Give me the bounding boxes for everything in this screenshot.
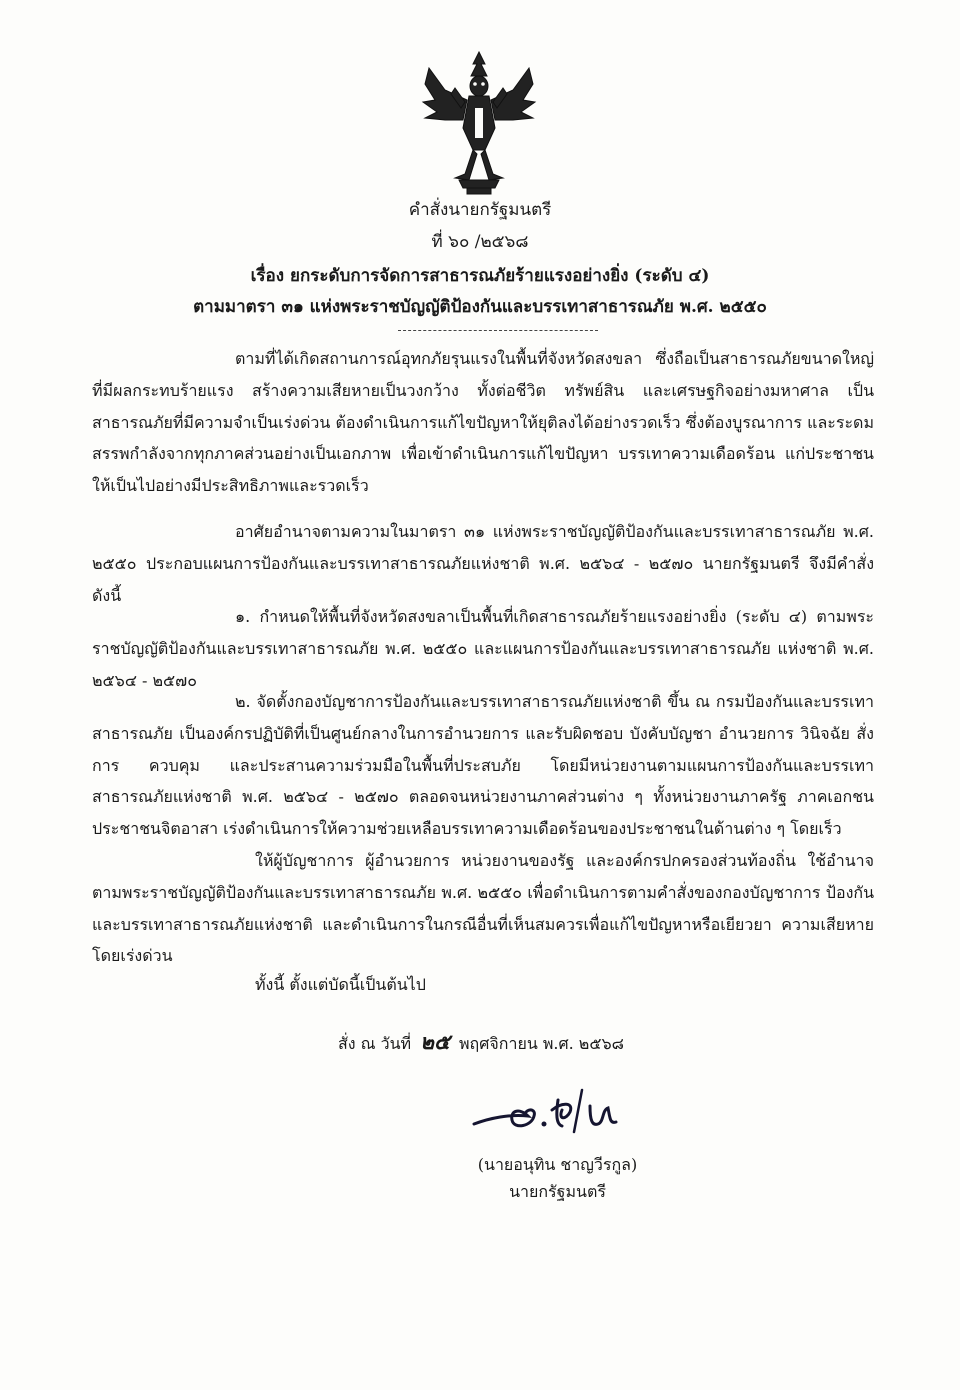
signed-month-year: พฤศจิกายน พ.ศ. ๒๕๖๘: [459, 1034, 624, 1053]
law-reference: ตามมาตรา ๓๑ แห่งพระราชบัญญัติป้องกันและบรรเทาสาธารณภัย พ.ศ. ๒๕๕๐: [193, 297, 767, 317]
order-subject: เรื่อง ยกระดับการจัดการสาธารณภัยร้ายแรงอย่างยิ่ง (ระดับ ๔): [250, 266, 710, 286]
signer-name: (นายอนุทิน ชาญวีรกูล): [477, 1155, 638, 1174]
garuda-emblem-icon: [415, 50, 543, 200]
order-number: ที่ ๖๐ /๒๕๖๘: [431, 232, 529, 252]
paragraph-background: ตามที่ได้เกิดสถานการณ์อุทกภัยรุนแรงในพื้นที่จังหวัดสงขลา ซึ่งถือเป็นสาธารณภัยขนาดใหญ่ ที่มีผลกระทบร้ายแรง สร้างความเสียหายเป็นวงกว้าง ทั้งต่อชีวิต ทรัพย์สิน และเศรษฐกิจอย่างมหาศาล เป็นสาธารณภัยที่มีความจำเป็นเร่งด่วน ต้องดำเนินการแก้ไขปัญหาให้ยุติลงได้อย่างรวดเร็ว ซึ่งต้องบูรณาการ และระดมสรรพกำลังจากทุกภาคส่วนอย่างเป็นเอกภาพ เพื่อเข้าดำเนินการแก้ไขปัญหา บรรเทาความเดือดร้อน แก่ประชาชนให้เป็นไปอย่างมีประสิทธิภาพและรวดเร็ว: [92, 349, 874, 496]
paragraph-effective: ทั้งนี้ ตั้งแต่บัดนี้เป็นต้นไป: [255, 975, 426, 994]
order-title: คำสั่งนายกรัฐมนตรี: [408, 200, 552, 220]
paragraph-clause-2: ๒. จัดตั้งกองบัญชาการป้องกันและบรรเทาสาธารณภัยแห่งชาติ ขึ้น ณ กรมป้องกันและบรรเทา สาธารณภัย เป็นองค์กรปฏิบัติที่เป็นศูนย์กลางในการอำนวยการ และรับผิดชอบ บังคับบัญชา อำนวยการ วินิจฉัย สั่งการ ควบคุม และประสานความร่วมมือในพื้นที่ประสบภัย โดยมีหน่วยงานตามแผนการป้องกันและบรรเทา สาธารณภัยแห่งชาติ พ.ศ. ๒๕๖๔ - ๒๕๗๐ ตลอดจนหน่วยงานภาคส่วนต่าง ๆ ทั้งหน่วยงานภาครัฐ ภาคเอกชน ประชาชนจิตอาสา เร่งดำเนินการให้ความช่วยเหลือบรรเทาความเดือดร้อนของประชาชนในด้านต่าง ๆ โดยเร็ว ให้ผู้บัญชาการ ผู้อำนวยการ หน่วยงานของรัฐ และองค์กรปกครองส่วนท้องถิ่น ใช้อำนาจ ตามพระราชบัญญัติป้องกันและบรรเทาสาธารณภัย พ.ศ. ๒๕๕๐ เพื่อดำเนินการตามคำสั่งของกองบัญชาการ ป้องกันและบรรเทาสาธารณภัยแห่งชาติ และดำเนินการในกรณีอื่นที่เห็นสมควรเพื่อแก้ไขปัญหาหรือเยียวยา ความเสียหายโดยเร่งด่วน: [92, 692, 874, 966]
divider: [398, 330, 598, 331]
handwritten-signature: [470, 1080, 650, 1140]
signed-date-line: [338, 1026, 624, 1059]
signed-day: ๒๕: [420, 1029, 450, 1054]
signer-title: นายกรัฐมนตรี: [509, 1182, 606, 1201]
signed-prefix: สั่ง ณ วันที่: [338, 1034, 412, 1053]
paragraph-authority: อาศัยอำนาจตามความในมาตรา ๓๑ แห่งพระราชบัญญัติป้องกันและบรรเทาสาธารณภัย พ.ศ. ๒๕๕๐ ประกอบแผนการป้องกันและบรรเทาสาธารณภัยแห่งชาติ พ.ศ. ๒๕๖๔ - ๒๕๗๐ นายกรัฐมนตรี จึงมีคำสั่ง ดังนี้: [92, 522, 874, 605]
paragraph-clause-1: ๑. กำหนดให้พื้นที่จังหวัดสงขลาเป็นพื้นที่เกิดสาธารณภัยร้ายแรงอย่างยิ่ง (ระดับ ๔) ตามพระราชบัญญัติป้องกันและบรรเทาสาธารณภัย พ.ศ. ๒๕๕๐ และแผนการป้องกันและบรรเทาสาธารณภัย แห่งชาติ พ.ศ. ๒๕๖๔ - ๒๕๗๐: [92, 607, 874, 690]
